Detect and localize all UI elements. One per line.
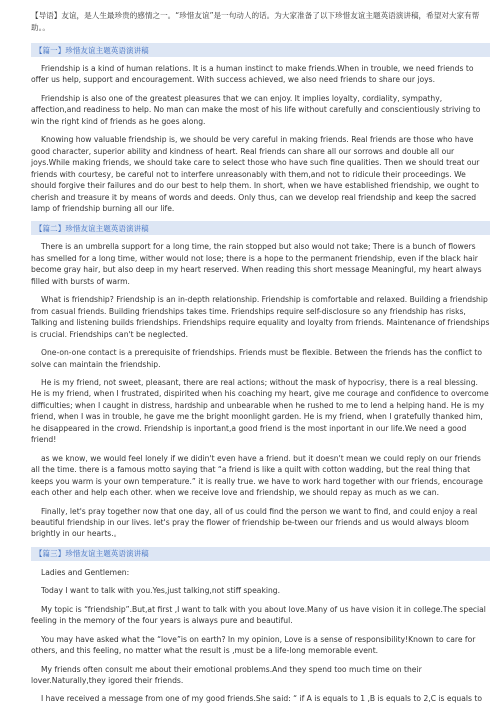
paragraph: Finally, let's pray together now that one day, all of us could find the person we want to find, and could enjoy a real beautiful friendship in our lives. let's pray the flower of friendship be-tween our friends and us would always bloom brightly in our hearts.。 <box>31 506 478 539</box>
section-1 <box>31 43 490 214</box>
paragraph: Today I want to talk with you.Yes,just talking,not stiff speaking. <box>41 586 281 596</box>
paragraph: My friends often consult me about their emotional problems.And they spend too much time on their lover.Naturally,they igored their friends. <box>31 664 422 686</box>
paragraph: What is friendship? Friendship is an in-depth relationship. Friendship is comfortable and relaxed. Building a friendship from casual friends. Building friendships takes time. Friendships require self-disclosure so any friendship has risks, Talking and listening builds friendships. Friendships require equality and loyalty from friends. Maintenance of friendships is crucial. Friendships can't be neglected. <box>31 295 490 339</box>
paragraph: Friendship is a kind of human relations. It is a human instinct to make friends.When in trouble, we need friends to offer us help, support and encouragement. With success achieved, we also need friends to share our joys. <box>31 64 474 85</box>
intro-text: 【导语】友谊，是人生最珍贵的感情之一。“珍惜友谊”是一句动人的话。为大家准备了以下珍惜友谊主题英语演讲稿，希望对大家有帮助。。 <box>31 11 480 32</box>
paragraph: You may have asked what the “love”is on earth? In my opinion, Love is a sense of responsibility!Known to care for others, and this feeling, no matter what the result is ,must be a life-long memorable event. <box>31 634 476 656</box>
paragraph: One-on-one contact is a prerequisite of friendships. Friends must be flexible. Between the friends has the conflict to solve can maintain the friendship. <box>31 348 483 369</box>
section-3 <box>31 547 490 705</box>
paragraph: He is my friend, not sweet, pleasant, there are real actions; without the mask of hypocrisy, there is a real blessing. He is my friend, when I frustrated, dispirited when his coaching my heart, give me courage and confidence to overcome difficulties; when I caught in distress, hardship and unbearable when he rushed to me to lend a helping hand. He is my friend, when I was in trouble, he gave me the bright moonlight garden. He is my friend, when I gratefully thanked him, he disappeared in the crowd. Friendship is inportant,a good friend is the most inportant in our life.We need a good friend! <box>31 377 489 445</box>
paragraph: There is an umbrella support for a long time, the rain stopped but also would not take; There is a bunch of flowers has smelled for a long time, wither would not lose; there is a hope to the permanent friendship, even if the black hair become gray hair, but also deep in my heart reserved. When reading this short message Meaningful, my heart always filled with bursts of warm. <box>31 242 482 286</box>
paragraph: as we know, we would feel lonely if we didin't even have a friend. but it doesn't mean we could reply on our friends all the time. there is a famous motto saying that “a friend is like a quilt with cotton wadding, but the real thing that keeps you warm is your own temperature.” it is really true. we have to work hard together with our friends, encourage each other and help each other. when we receive love and friendship, we should repay as much as we can. <box>31 453 483 498</box>
section-3-heading-bar <box>31 547 490 561</box>
paragraph: Friendship is also one of the greatest pleasures that we can enjoy. It implies loyalty, cordiality, sympathy, affection,and readiness to help. No man can make the most of his life without carefully and conscientiously striving to win the right kind of friends as he goes along. <box>31 93 481 126</box>
paragraph: My topic is “friendship”.But,at first ,I want to talk with you about love.Many of us have vision it in college.The special feeling in the memory of the four years is always pure and beautiful. <box>31 604 486 626</box>
paragraph: Knowing how valuable friendship is, we should be very careful in making friends. Real friends are those who have good character, superior ability and kindness of heart. Real friends can share all our sorrows and double all our joys.While making friends, we should take care to select those who have such fine qualities. Then we should treat our friends with courtesy, be careful not to interfere unreasonably with them,and not to ridicule their proceedings. We should forgive their failures and do our best to help them. In short, when we have established friendship, we ought to cherish and treasure it by means of words and deeds. Only thus, can we develop real friendship and keep the sacred lamp of friendship burning all our life. <box>31 135 480 213</box>
section-2 <box>31 221 490 539</box>
paragraph: I have received a message from one of my good friends.She said: “ if A is equals to 1 ,B is equals to 2,C is equals to <box>41 694 482 704</box>
section-1-heading-bar <box>31 43 490 57</box>
section-2-heading-bar <box>31 221 490 235</box>
section-2-heading: 【篇二】珍惜友谊主题英语演讲稿 <box>35 223 149 233</box>
section-1-heading: 【篇一】珍惜友谊主题英语演讲稿 <box>35 45 149 55</box>
section-3-heading: 【篇三】珍惜友谊主题英语演讲稿 <box>35 549 149 559</box>
paragraph: Ladies and Gentlemen: <box>41 567 130 577</box>
